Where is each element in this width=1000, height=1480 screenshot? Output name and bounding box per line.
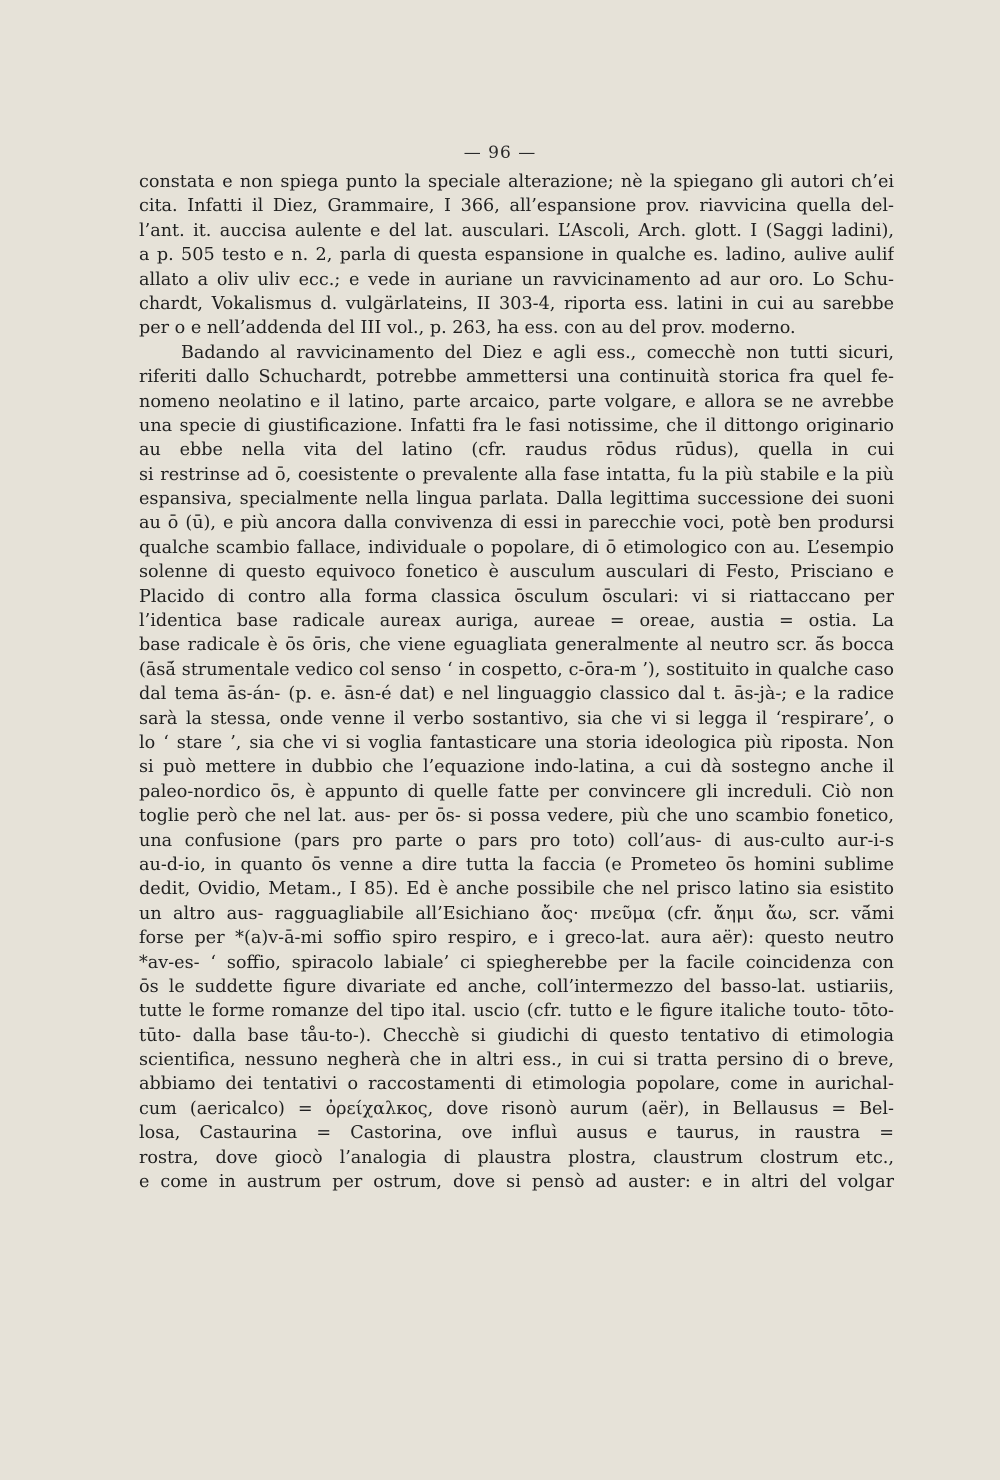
text-line: dal tema ās-án- (p. e. āsn-é dat) e nel linguaggio classico dal t. ās-jà-; e la radice [139, 684, 894, 705]
page-number: — 96 — [463, 143, 537, 163]
text-line: espansiva, specialmente nella lingua parlata. Dalla legittima successione dei suoni [139, 489, 894, 510]
text-line: si può mettere in dubbio che l’equazione indo-latina, a cui dà sostegno anche il [139, 757, 894, 778]
text-line: l’ant. it. auccisa aulente e del lat. ausculari. L’Ascoli, Arch. glott. I (Saggi ladini), [139, 220, 894, 241]
text-line: *av-es- ‘ soffio, spiracolo labiale’ ci spiegherebbe per la facile coincidenza con [139, 952, 894, 973]
text-line: tutte le forme romanze del tipo ital. uscio (cfr. tutto e le figure italiche touto- tōto- [139, 1001, 894, 1022]
text-line: una confusione (pars pro parte o pars pro toto) coll’aus- di aus-culto aur-i-s [139, 830, 894, 851]
body-text [139, 170, 894, 1194]
text-line: losa, Castaurina = Castorina, ove influì ausus e taurus, in raustra = [139, 1123, 894, 1144]
text-line: Placido di contro alla forma classica ōsculum ōsculari: vi si riattaccano per [139, 586, 894, 607]
text-line: un altro aus- ragguagliabile all’Esichiano ἄος· πνεῦμα (cfr. ἄημι ἄω, scr. vā́mi [139, 903, 894, 924]
text-line: qualche scambio fallace, individuale o popolare, di ō etimologico con au. L’esempio [139, 537, 894, 558]
text-line: tūto- dalla base tåu-to-). Checchè si giudichi di questo tentativo di etimologia [139, 1025, 894, 1046]
text-line: constata e non spiega punto la speciale alterazione; nè la spiegano gli autori ch’ei [139, 172, 894, 192]
text-line: base radicale è ōs ōris, che viene eguagliata generalmente al neutro scr. ā́s bocca [139, 635, 894, 656]
text-line: allato a oliv uliv ecc.; e vede in auriane un ravvicinamento ad aur oro. Lo Schu- [139, 269, 894, 290]
text-line: l’identica base radicale aureax auriga, aureae = oreae, austia = ostia. La [139, 611, 894, 632]
text-line: forse per *(a)v-ā-mi soffio spiro respiro, e i greco-lat. aura aër): questo neutro [139, 928, 894, 949]
text-line: rostra, dove giocò l’analogia di plaustra plostra, claustrum clostrum etc., [139, 1147, 894, 1168]
text-line: a p. 505 testo e n. 2, parla di questa espansione in qualche es. ladino, aulive aulif [139, 245, 894, 266]
text-line: abbiamo dei tentativi o raccostamenti di etimologia popolare, come in aurichal- [139, 1074, 894, 1095]
text-line: ōs le suddette figure divariate ed anche, coll’intermezzo del basso-lat. ustiariis, [139, 976, 894, 997]
text-line: dedit, Ovidio, Metam., I 85). Ed è anche possibile che nel prisco latino sia esistito [139, 879, 894, 900]
text-line: una specie di giustificazione. Infatti fra le fasi notissime, che il dittongo originario [139, 415, 894, 436]
text-line: sarà la stessa, onde venne il verbo sostantivo, sia che vi si legga il ‘respirare’, o [139, 708, 894, 729]
text-line: au-d-io, in quanto ōs venne a dire tutta la faccia (e Prometeo ōs homini sublime [139, 854, 894, 875]
text-line: toglie però che nel lat. aus- per ōs- si possa vedere, più che uno scambio fonetico, [139, 806, 894, 827]
text-line: cita. Infatti il Diez, Grammaire, I 366, all’espansione prov. riavvicina quella del- [139, 196, 894, 217]
text-line: si restrinse ad ō, coesistente o prevalente alla fase intatta, fu la più stabile e la più [139, 464, 894, 485]
text-line: per o e nell’addenda del III vol., p. 263, ha ess. con au del prov. moderno. [139, 318, 796, 339]
text-line: lo ‘ stare ’, sia che vi si voglia fantasticare una storia ideologica più riposta. Non [139, 732, 894, 753]
text-line: Badando al ravvicinamento del Diez e agli ess., comecchè non tutti sicuri, [181, 342, 894, 363]
text-line: au ebbe nella vita del latino (cfr. raudus rōdus rūdus), quella in cui [139, 440, 894, 461]
text-line: nomeno neolatino e il latino, parte arcaico, parte volgare, e allora se ne avrebbe [139, 391, 894, 412]
text-line: cum (aericalco) = ὀρείχαλκος, dove risonò aurum (aër), in Bellausus = Bel- [139, 1098, 894, 1119]
text-line: paleo-nordico ōs, è appunto di quelle fatte per convincere gli increduli. Ciò non [139, 781, 894, 802]
text-line: au ō (ū), e più ancora dalla convivenza di essi in parecchie voci, potè ben prodursi [139, 513, 894, 534]
text-line: scientifica, nessuno negherà che in altri ess., in cui si tratta persino di o breve, [139, 1050, 894, 1071]
text-line: solenne di questo equivoco fonetico è ausculum ausculari di Festo, Prisciano e [139, 562, 894, 583]
text-line: (āsā́ strumentale vedico col senso ‘ in cospetto, c-ōra-m ’), sostituito in qualche caso [139, 659, 894, 680]
text-line: chardt, Vokalismus d. vulgärlateins, II 303-4, riporta ess. latini in cui au sarebbe [139, 293, 894, 314]
text-line: e come in austrum per ostrum, dove si pensò ad auster: e in altri del volgar [139, 1172, 894, 1193]
text-line: riferiti dallo Schuchardt, potrebbe ammettersi una continuità storica fra quel fe- [139, 367, 894, 388]
